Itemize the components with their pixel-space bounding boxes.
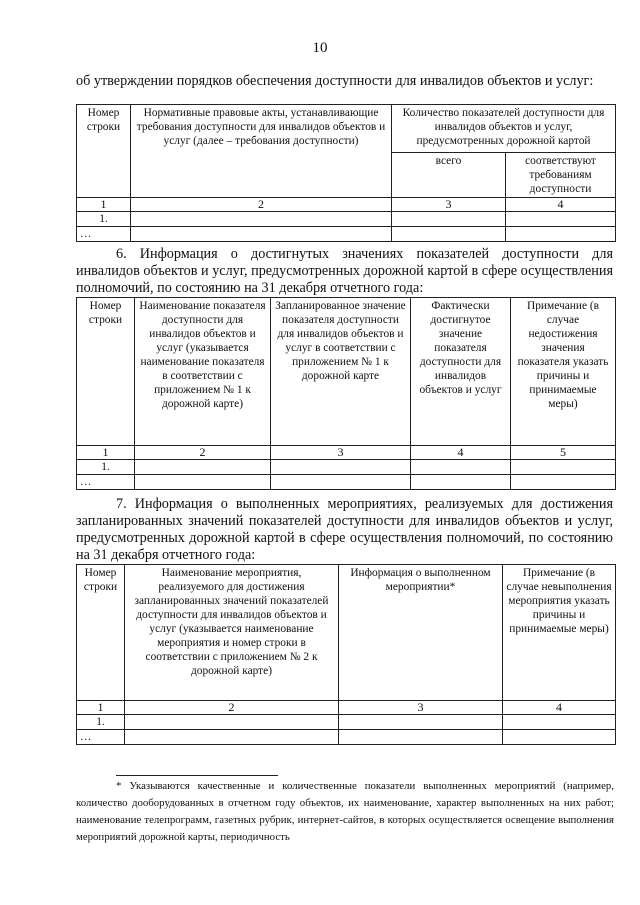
column-number: 3 xyxy=(271,446,411,460)
achieved-indicators-table xyxy=(76,297,616,490)
column-number: 2 xyxy=(131,198,392,212)
row-number: … xyxy=(77,730,125,745)
header-cell: Наименование мероприятия, реализуемого для достижения запланированных значений показателей доступности для инвалидов объектов и услуг (указывается наименование мероприятия и номер строки в соответствии с приложением № 2 к дорожной карте) xyxy=(125,565,339,701)
row-number: 1. xyxy=(77,715,125,730)
table-row xyxy=(77,715,616,730)
column-number: 2 xyxy=(125,701,339,715)
page-number: 10 xyxy=(312,40,328,56)
header-cell: соответствуют требованиям доступности xyxy=(506,153,616,198)
header-cell: Фактически достигнутое значение показателя доступности для инвалидов объектов и услуг xyxy=(411,298,511,446)
table-row xyxy=(77,227,616,242)
row-number: … xyxy=(77,227,131,242)
header-cell: Номер строки xyxy=(77,298,135,446)
column-number: 5 xyxy=(511,446,616,460)
header-cell: Наименование показателя доступности для инвалидов объектов и услуг (указывается наименование показателя в соответствии с приложением № 1 к дорожной карте) xyxy=(135,298,271,446)
column-number: 4 xyxy=(506,198,616,212)
header-cell: Количество показателей доступности для инвалидов объектов и услуг, предусмотренных дорожной картой xyxy=(392,105,616,153)
column-number: 1 xyxy=(77,198,131,212)
section-6-paragraph: 6. Информация о достигнутых значениях показателей доступности для инвалидов объектов и услуг, предусмотренных дорожной картой в сфере осуществления полномочий, по состоянию на 31 декабря отчетного года: xyxy=(76,246,613,296)
table-header-row xyxy=(77,298,616,446)
section-7-paragraph: 7. Информация о выполненных мероприятиях, реализуемых для достижения запланированных значений показателей доступности для инвалидов объектов и услуг, предусмотренных дорожной картой в сфере осуществления полномочий, по состоянию на 31 декабря отчетного года: xyxy=(76,496,613,563)
column-number-row xyxy=(77,446,616,460)
column-number-row xyxy=(77,701,616,715)
table-header-row xyxy=(77,565,616,701)
row-number: 1. xyxy=(77,212,131,227)
column-number: 3 xyxy=(339,701,503,715)
header-cell: Номер строки xyxy=(77,565,125,701)
header-cell: Примечание (в случае невыполнения мероприятия указать причины и принимаемые меры) xyxy=(503,565,616,701)
completed-measures-table xyxy=(76,564,616,745)
column-number: 4 xyxy=(411,446,511,460)
column-number-row xyxy=(77,198,616,212)
column-number: 3 xyxy=(392,198,506,212)
footnote-separator xyxy=(116,775,278,776)
header-cell: Номер строки xyxy=(77,105,131,198)
header-cell: Примечание (в случае недостижения значения показателя указать причины и принимаемые меры) xyxy=(511,298,616,446)
header-cell: Информация о выполненном мероприятии* xyxy=(339,565,503,701)
header-cell: всего xyxy=(392,153,506,198)
table-row xyxy=(77,212,616,227)
intro-paragraph: об утверждении порядков обеспечения доступности для инвалидов объектов и услуг: xyxy=(76,73,594,89)
row-number: 1. xyxy=(77,460,135,475)
column-number: 4 xyxy=(503,701,616,715)
column-number: 2 xyxy=(135,446,271,460)
table-row xyxy=(77,475,616,490)
header-cell: Нормативные правовые акты, устанавливающие требования доступности для инвалидов объектов и услуг (далее – требования доступности) xyxy=(131,105,392,198)
column-number: 1 xyxy=(77,701,125,715)
table-row xyxy=(77,460,616,475)
accessibility-requirements-table xyxy=(76,104,616,242)
table-row xyxy=(77,730,616,745)
table-header-row xyxy=(77,105,616,153)
header-cell: Запланированное значение показателя доступности для инвалидов объектов и услуг в соответствии с приложением № 1 к дорожной карте xyxy=(271,298,411,446)
footnote-text: * Указываются качественные и количественные показатели выполненных мероприятий (например, количество дооборудованных в отчетном году объектов, их наименование, характер выполненных на них работ; наименование телепрограмм, газетных рубрик, интернет-сайтов, в которых осуществляется освещение выполнения мероприятий дорожной карты, периодичность xyxy=(76,780,614,843)
row-number: … xyxy=(77,475,135,490)
column-number: 1 xyxy=(77,446,135,460)
